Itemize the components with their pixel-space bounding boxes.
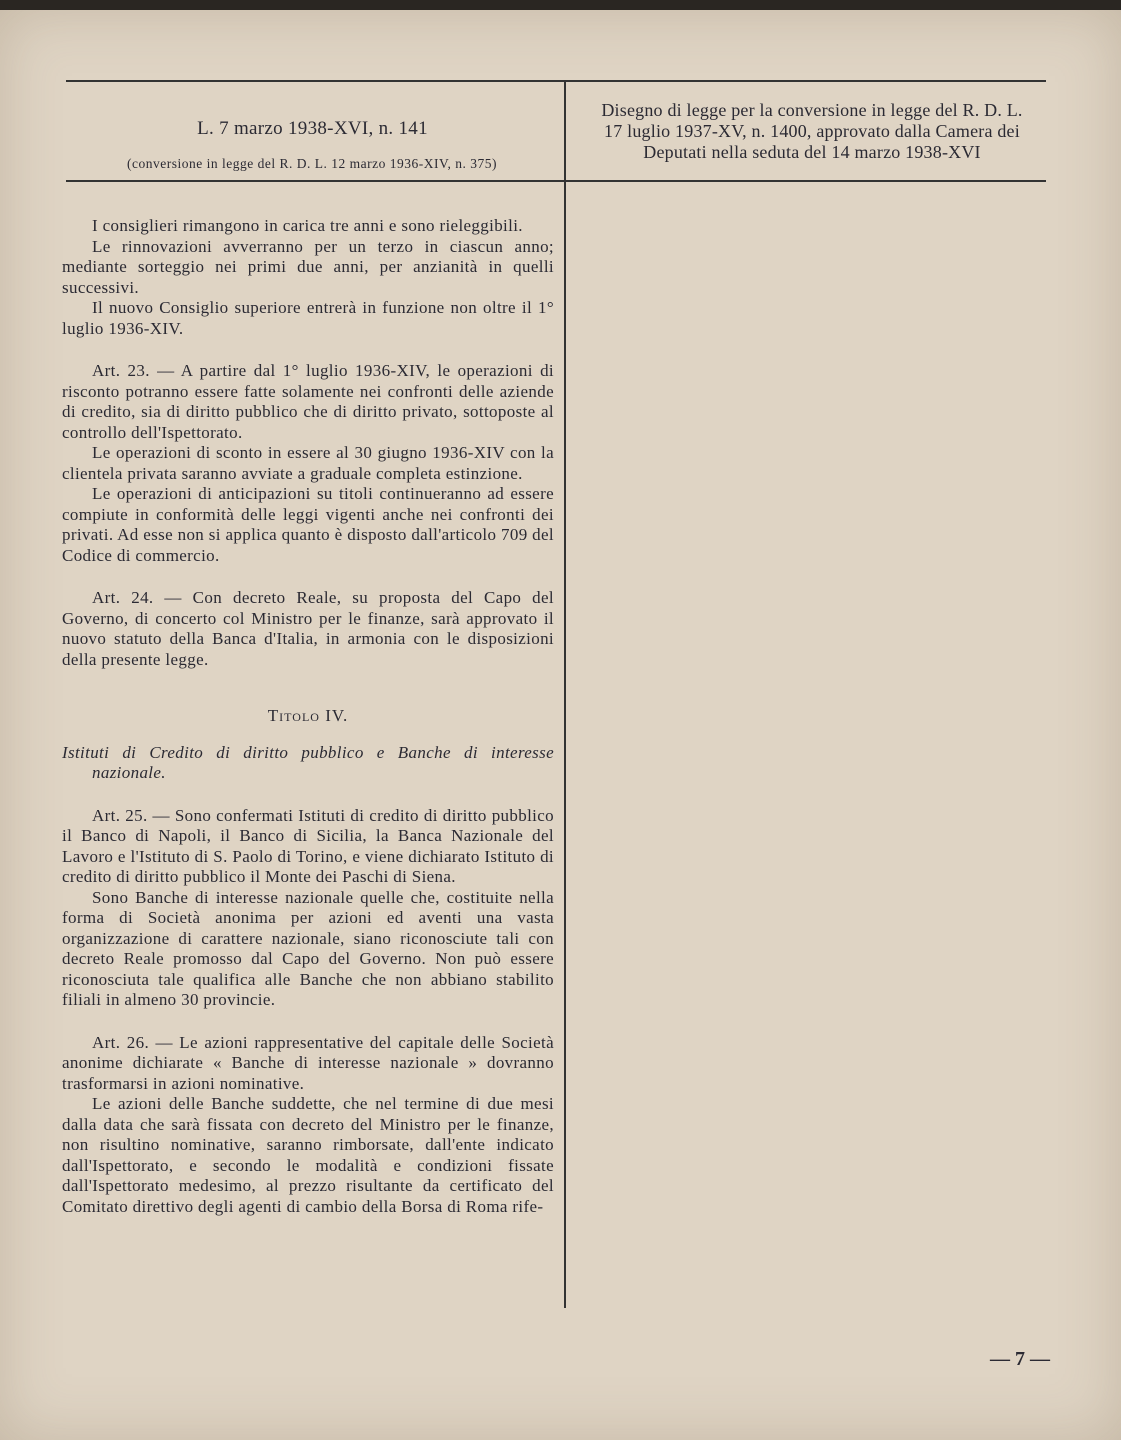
header-right-line: 17 luglio 1937-XV, n. 1400, approvato dalla Camera dei [604, 121, 1020, 141]
header-bottom-rule [66, 180, 1046, 182]
header-column-divider [564, 82, 566, 182]
document-page [0, 10, 1121, 1440]
header-right-title [578, 100, 1046, 163]
header-left-subtitle: (conversione in legge del R. D. L. 12 marzo 1936-XIV, n. 375) [127, 156, 497, 171]
article-26: Art. 26. — Le azioni rappresentative del capitale delle Società anonime dichiarate « Banche di interesse nazionale » dovranno trasformarsi in azioni nominative. [62, 1032, 554, 1093]
article-23: Art. 23. — A partire dal 1° luglio 1936-XIV, le operazioni di risconto potranno essere fatte solamente nei confronti delle aziende di credito, sia di diritto pubblico che di diritto privato, sottoposte al controllo dell'Ispettorato. [62, 361, 554, 442]
article-24: Art. 24. — Con decreto Reale, su proposta del Capo del Governo, di concerto col Ministro per le finanze, sarà approvato il nuovo statuto della Banca d'Italia, in armonia con le disposizioni della presente legge. [62, 588, 554, 669]
header-right-line: Deputati nella seduta del 14 marzo 1938-XVI [643, 142, 981, 162]
paragraph: Le operazioni di sconto in essere al 30 giugno 1936-XIV con la clientela privata saranno avviate a graduale completa estinzione. [62, 443, 554, 483]
paragraph: Le operazioni di anticipazioni su titoli continueranno ad essere compiute in conformità delle leggi vigenti anche nei confronti dei privati. Ad esse non si applica quanto è disposto dall'articolo 709 del Codice di commercio. [62, 484, 554, 565]
body-column-divider [564, 182, 566, 1308]
paragraph: Le rinnovazioni avverranno per un terzo in ciascun anno; mediante sorteggio nei primi due anni, per anzianità in quelli successivi. [62, 236, 554, 297]
paragraph: Il nuovo Consiglio superiore entrerà in funzione non oltre il 1° luglio 1936-XIV. [62, 298, 554, 338]
page-number: — 7 — [990, 1348, 1050, 1370]
paragraph: Sono Banche di interesse nazionale quelle che, costituite nella forma di Società anonima per azioni ed aventi una vasta organizzazione di carattere nazionale, siano riconosciute tali con decreto Reale promosso dal Capo del Governo. Non può essere riconosciuta tale qualifica alle Banche che non abbiano stabilito filiali in almeno 30 provincie. [62, 887, 554, 1009]
header-right-line: Disegno di legge per la conversione in legge del R. D. L. [601, 100, 1023, 120]
paragraph: I consiglieri rimangono in carica tre anni e sono rieleggibili. [92, 216, 523, 235]
section-title: Titolo IV. [267, 706, 349, 725]
header-left-title: L. 7 marzo 1938-XVI, n. 141 [197, 118, 428, 139]
header-top-rule [66, 80, 1046, 82]
paragraph: Le azioni delle Banche suddette, che nel termine di due mesi dalla data che sarà fissata con decreto del Ministro per le finanze, non risultino nominative, saranno rimborsate, dall'ente indicato dall'Ispettorato, e secondo le modalità e condizioni fissate dall'Ispettorato medesimo, al prezzo risultante da certificato del Comitato direttivo degli agenti di cambio della Borsa di Roma rife- [62, 1094, 554, 1216]
left-text-column [62, 216, 554, 1217]
article-25: Art. 25. — Sono confermati Istituti di credito di diritto pubblico il Banco di Napoli, il Banco di Sicilia, la Banca Nazionale del Lavoro e l'Istituto di S. Paolo di Torino, e viene dichiarato Istituto di credito di diritto pubblico il Monte dei Paschi di Siena. [62, 805, 554, 886]
section-heading: Istituti di Credito di diritto pubblico e Banche di interesse nazionale. [62, 742, 554, 782]
